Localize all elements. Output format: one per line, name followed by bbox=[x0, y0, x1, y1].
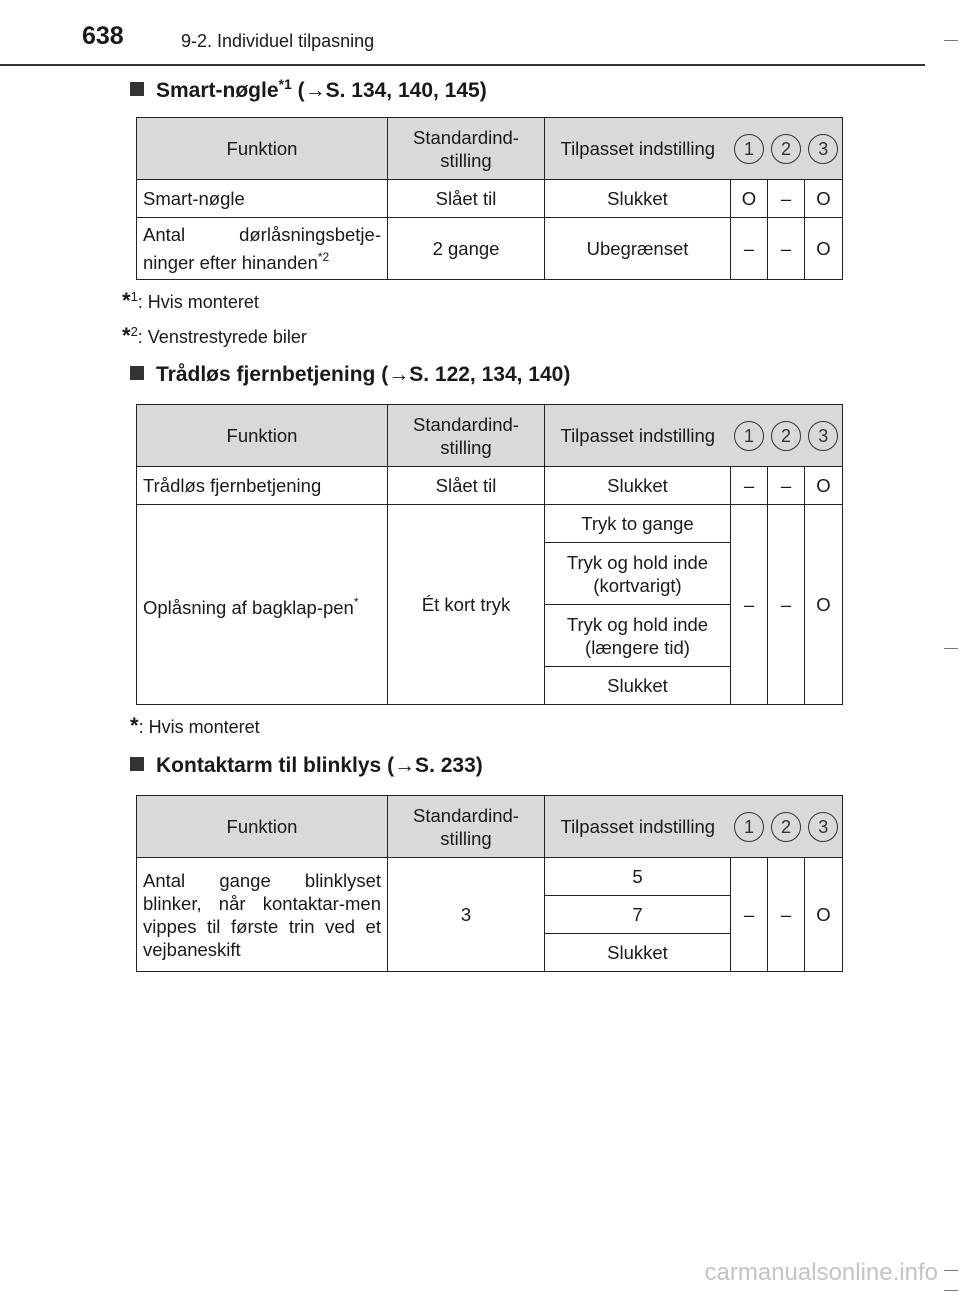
default-cell: Slået til bbox=[388, 180, 545, 218]
square-bullet-icon bbox=[130, 82, 144, 96]
column-header-circle-3 bbox=[805, 405, 843, 467]
mark-cell: O bbox=[805, 180, 843, 218]
column-header-function: Funktion bbox=[137, 118, 388, 180]
default-cell: Ét kort tryk bbox=[388, 505, 545, 705]
square-bullet-icon bbox=[130, 366, 144, 380]
function-cell: Antal gange blinklyset blinker, når kontaktar-men vippes til første trin ved et vejbaneskift bbox=[137, 858, 388, 972]
square-bullet-icon bbox=[130, 757, 144, 771]
column-header-custom: Tilpasset indstilling bbox=[545, 796, 731, 858]
crop-mark bbox=[944, 648, 958, 649]
mark-cell: O bbox=[805, 467, 843, 505]
custom-option-cell: Slukket bbox=[545, 667, 731, 705]
custom-option-cell: Slukket bbox=[545, 934, 731, 972]
mark-cell: – bbox=[731, 858, 768, 972]
custom-option-cell: Tryk og hold inde (kortvarigt) bbox=[545, 543, 731, 605]
custom-option-cell: 7 bbox=[545, 896, 731, 934]
mark-cell: – bbox=[731, 218, 768, 280]
column-header-custom: Tilpasset indstilling bbox=[545, 118, 731, 180]
header-divider bbox=[0, 64, 925, 66]
mark-cell: O bbox=[731, 180, 768, 218]
column-header-circle-2 bbox=[768, 405, 805, 467]
custom-option-cell: 5 bbox=[545, 858, 731, 896]
column-header-circle-1 bbox=[731, 118, 768, 180]
custom-option-cell: Tryk og hold inde (længere tid) bbox=[545, 605, 731, 667]
circle-2-icon: 2 bbox=[771, 421, 801, 451]
column-header-circle-1 bbox=[731, 405, 768, 467]
circle-1-icon: 1 bbox=[734, 421, 764, 451]
circle-1-icon: 1 bbox=[734, 812, 764, 842]
mark-cell: – bbox=[731, 505, 768, 705]
footnote-1: *$^1$: Hvis monteret bbox=[122, 288, 259, 313]
turn-signal-table bbox=[136, 795, 843, 972]
function-cell: Oplåsning af bagklap-pen* bbox=[137, 505, 388, 705]
table-row bbox=[137, 218, 843, 280]
custom-cell: Slukket bbox=[545, 467, 731, 505]
circle-1-icon: 1 bbox=[734, 134, 764, 164]
column-header-circle-3 bbox=[805, 796, 843, 858]
circle-2-icon: 2 bbox=[771, 134, 801, 164]
default-cell: Slået til bbox=[388, 467, 545, 505]
column-header-default: Standardind-stilling bbox=[388, 118, 545, 180]
watermark: carmanualsonline.info bbox=[704, 1259, 938, 1286]
column-header-default: Standardind-stilling bbox=[388, 405, 545, 467]
column-header-circle-3 bbox=[805, 118, 843, 180]
circle-3-icon: 3 bbox=[808, 812, 838, 842]
default-cell: 3 bbox=[388, 858, 545, 972]
section-header-title: 9-2. Individuel tilpasning bbox=[181, 31, 375, 51]
column-header-circle-2 bbox=[768, 796, 805, 858]
function-cell: Trådløs fjernbetjening bbox=[137, 467, 388, 505]
wireless-remote-table bbox=[136, 404, 843, 705]
function-cell: Smart-nøgle bbox=[137, 180, 388, 218]
default-cell: 2 gange bbox=[388, 218, 545, 280]
function-cell: Antal dørlåsningsbetje-ninger efter hinanden$^{*2}$ bbox=[137, 218, 388, 280]
table-row bbox=[137, 505, 843, 543]
section-title-smart-key: Smart-nøgle$^{*1}$ (→S. 134, 140, 145) bbox=[130, 76, 487, 103]
smart-key-table bbox=[136, 117, 843, 280]
circle-3-icon: 3 bbox=[808, 421, 838, 451]
mark-cell: – bbox=[768, 180, 805, 218]
column-header-circle-2 bbox=[768, 118, 805, 180]
column-header-circle-1 bbox=[731, 796, 768, 858]
footnote-3: *: Hvis monteret bbox=[130, 713, 260, 738]
footnote-2: *$^2$: Venstrestyrede biler bbox=[122, 323, 307, 348]
section-title-turn-signal-lever: Kontaktarm til blinklys (→S. 233) bbox=[130, 754, 483, 778]
crop-mark bbox=[944, 1270, 958, 1271]
mark-cell: – bbox=[731, 467, 768, 505]
mark-cell: – bbox=[768, 505, 805, 705]
custom-cell: Ubegrænset bbox=[545, 218, 731, 280]
column-header-function: Funktion bbox=[137, 796, 388, 858]
page-number: 638 bbox=[82, 22, 124, 50]
custom-option-cell: Tryk to gange bbox=[545, 505, 731, 543]
table-row bbox=[137, 467, 843, 505]
crop-mark bbox=[944, 40, 958, 41]
section-title-wireless-remote: Trådløs fjernbetjening (→S. 122, 134, 140) bbox=[130, 363, 570, 387]
mark-cell: – bbox=[768, 858, 805, 972]
table-row bbox=[137, 858, 843, 896]
circle-3-icon: 3 bbox=[808, 134, 838, 164]
mark-cell: O bbox=[805, 218, 843, 280]
column-header-custom: Tilpasset indstilling bbox=[545, 405, 731, 467]
column-header-function: Funktion bbox=[137, 405, 388, 467]
table-row bbox=[137, 180, 843, 218]
mark-cell: O bbox=[805, 505, 843, 705]
custom-cell: Slukket bbox=[545, 180, 731, 218]
column-header-default: Standardind-stilling bbox=[388, 796, 545, 858]
mark-cell: – bbox=[768, 218, 805, 280]
crop-mark bbox=[944, 1290, 958, 1291]
mark-cell: O bbox=[805, 858, 843, 972]
mark-cell: – bbox=[768, 467, 805, 505]
circle-2-icon: 2 bbox=[771, 812, 801, 842]
